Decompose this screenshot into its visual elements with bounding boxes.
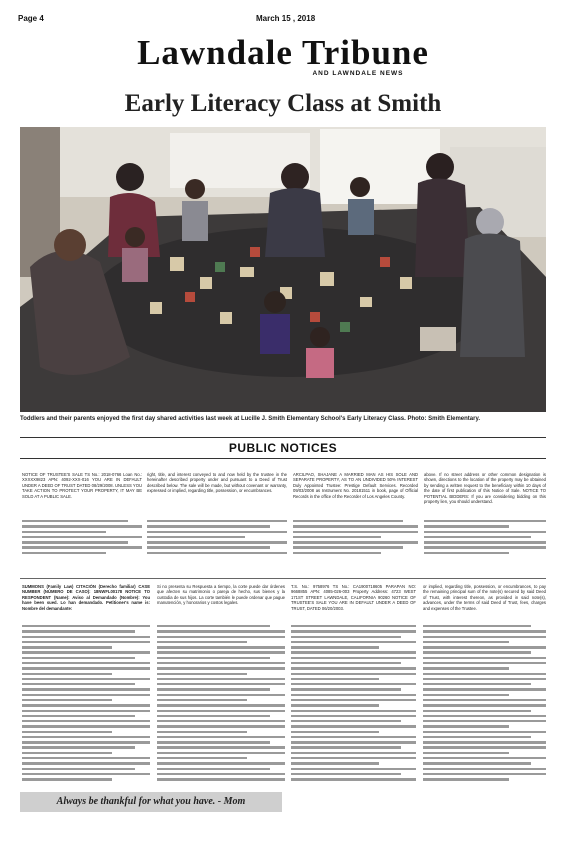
notice-text-continuation [423,625,546,783]
notices-rule-top [20,437,546,438]
footer-tagline: Always be thankful for what you have. - Mom [20,792,282,812]
masthead-title: Lawndale Tribune [137,33,429,72]
notice-text: or implied, regarding title, possession, or encumbrances, to pay the remaining principal sum of the note(s) secured by said Deed of Trust, with interest thereon, as provided in said note(s), advances, under the terms of said Deed of Trust, fees, charges and expenses of the Trustee. [423,584,546,611]
masthead [0,34,566,77]
notice-text: above. If no street address or other common designation is shown, directions to the location of the property may be obtained by sending a written request to the beneficiary within 10 days of the date of first publication of this Notice of Sale. NOTICE TO POTENTIAL BIDDERS: If you are considering bidding on this property lien, you should understand. [424,472,546,505]
page-number: Page 4 [18,14,44,23]
masthead-subtitle: AND LAWNDALE NEWS [312,70,404,77]
photo-caption: Toddlers and their parents enjoyed the first day shared activities last week at Lucille J. Smith Elementary School's Early Literacy Class. Photo: Smith Elementary. [20,416,481,422]
notice-text: ARCILPAO, SHAJANE A MARRIED MAN AS HIS SOLE AND SEPARATE PROPERTY, AS TO AN UNDIVIDED 50% INTEREST Duly Appointed Trustee: Prestige Default Services. Recorded 09/03/2008 as Instrument No. 20181511 in book, page of Official Records in the office of the Recorder of Los Angeles County. [293,472,418,499]
notice-text-continuation [22,625,150,783]
notice-text-continuation [22,520,142,557]
notice-text: NOTICE OF TRUSTEE'S SALE TS No.: 2018-0766 Loan No.: XXXXX9823 APN: 4092-XXX-016 YOU ARE IN DEFAULT UNDER A DEED OF TRUST DATED 08/29/2008. UNLESS YOU TAKE ACTION TO PROTECT YOUR PROPERTY, IT MAY BE SOLD AT A PUBLIC SALE. [22,472,142,499]
notice-text: Si no presenta su Respuesta a tiempo, la corte puede dar órdenes que afecten su matrimonio o pareja de hecho, sus bienes y la custodia de sus hijos. La corte también le puede ordenar que pague manutención, y honorarios y costos legales. [157,584,285,606]
page-header-bar [18,14,548,26]
notice-text: right, title, and interest conveyed to and now held by the trustee in the hereinafter described property under and pursuant to a Deed of Trust described below. The sale will be made, but without covenant or warranty, expressed or implied, regarding title, possession, or encumbrances. [147,472,287,494]
public-notices-title: PUBLIC NOTICES [228,441,338,455]
notices-divider [20,578,546,579]
notice-text-continuation [424,520,546,557]
classroom-photo-illustration [20,127,546,412]
article-headline: Early Literacy Class at Smith [124,90,442,117]
notices-rule-bottom [20,458,546,459]
notice-text-continuation [291,625,416,783]
notice-text: T.S. No.: 9758976 TS No.: CA1900718605 PARAPAN NO: 9668855 APN: 4085-026-003 Property Address: 4723 WEST 171ST STREET LAWNDALE, CALIFORNIA 90260 NOTICE OF TRUSTEE'S SALE YOU ARE IN DEFAULT UNDER A DEED OF TRUST, DATED 06/20/2003. [291,584,416,611]
issue-date: March 15 , 2018 [256,14,316,23]
notice-text-continuation [293,520,418,557]
notice-text: SUMMONS (Family Law) CITACIÓN (Derecho familiar) CASE NUMBER (NÚMERO DE CASO): 18NWFL00178 NOTICE TO RESPONDENT (Name): Aviso al Demandado (Nombre): You have been sued. Lo han demandado. Petitioner's name is: Nombre del demandante: [22,584,150,611]
article-photo [20,127,546,412]
notice-text-continuation [157,625,285,783]
notice-text-continuation [147,520,287,557]
